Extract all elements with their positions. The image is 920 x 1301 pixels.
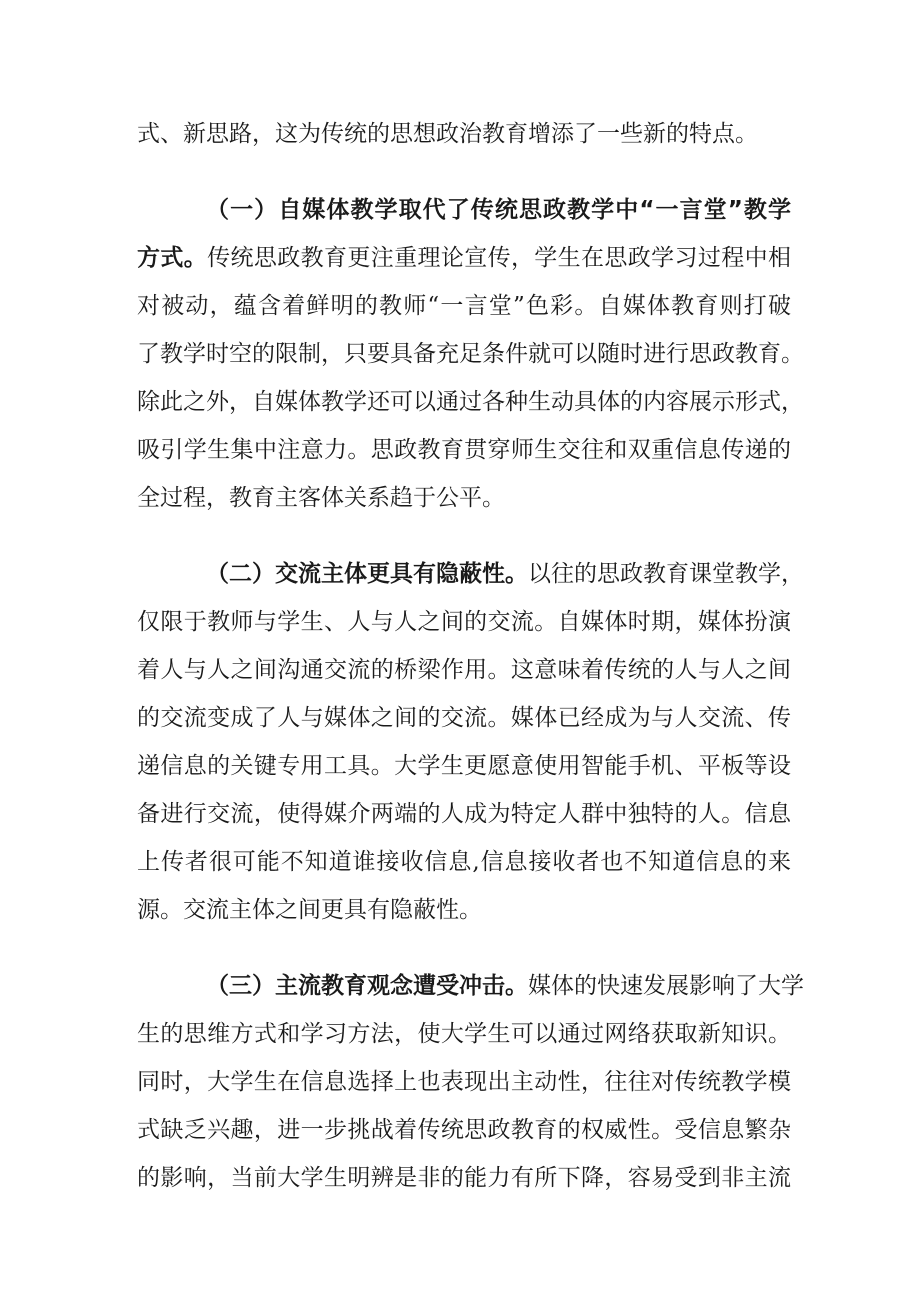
text-line: [137, 838, 791, 886]
line-text: 以往的思政教育课堂教学，: [528, 561, 804, 587]
text-line: [137, 378, 804, 426]
text-line: [137, 742, 791, 790]
line-text: 备进行交流，使得媒介两端的人成为特定人群中独特的人。信息: [137, 801, 791, 827]
line-text: 仅限于教师与学生、人与人之间的交流。自媒体时期，媒体扮演: [137, 609, 791, 635]
line-text: 上传者很可能不知道谁接收信息,信息接收者也不知道信息的来: [137, 849, 791, 875]
line-text: 除此之外，自媒体教学还可以通过各种生动具体的内容展示形式，: [137, 389, 804, 415]
section-heading-tail: 方式。: [137, 245, 208, 271]
paragraph-section-2: [137, 550, 804, 934]
line-text: 同时，大学生在信息选择上也表现出主动性，往往对传统教学模: [137, 1069, 791, 1095]
text-line: [137, 1154, 791, 1202]
section-heading: （三）主流教育观念遭受冲击。: [206, 973, 528, 999]
text-line: [137, 886, 791, 934]
paragraph-section-1: [137, 186, 804, 522]
text-line: [137, 426, 791, 474]
text-line: [137, 474, 791, 522]
body-text: [137, 110, 804, 1202]
line-text: 生的思维方式和学习方法，使大学生可以通过网络获取新知识。: [137, 1021, 791, 1047]
line-text: 吸引学生集中注意力。思政教育贯穿师生交往和双重信息传递的: [137, 437, 791, 463]
line-text: 对被动，蕴含着鲜明的教师“一言堂”色彩。自媒体教育则打破: [137, 293, 791, 319]
text-line: [137, 598, 791, 646]
text-line: [137, 1010, 791, 1058]
text-line: [137, 1058, 791, 1106]
line-text: 源。交流主体之间更具有隐蔽性。: [137, 897, 482, 923]
section-heading-line: [137, 962, 804, 1010]
line-text: 着人与人之间沟通交流的桥梁作用。这意味着传统的人与人之间: [137, 657, 791, 683]
line-text: 媒体的快速发展影响了大学: [528, 973, 804, 999]
text-line: [137, 330, 804, 378]
section-heading-line: [137, 550, 804, 598]
line-text: 全过程，教育主客体关系趋于公平。: [137, 485, 505, 511]
line-text: 式缺乏兴趣，进一步挑战着传统思政教育的权威性。受信息繁杂: [137, 1117, 791, 1143]
text-line: [137, 790, 791, 838]
paragraph-section-3: [137, 962, 804, 1202]
text-line: [137, 110, 791, 158]
text-line: [137, 694, 791, 742]
line-text: 的交流变成了人与媒体之间的交流。媒体已经成为与人交流、传: [137, 705, 791, 731]
line-text: 的影响，当前大学生明辨是非的能力有所下降，容易受到非主流: [137, 1165, 791, 1191]
section-heading-line: [137, 186, 791, 234]
line-text: 递信息的关键专用工具。大学生更愿意使用智能手机、平板等设: [137, 753, 791, 779]
line-text: 式、新思路，这为传统的思想政治教育增添了一些新的特点。: [137, 121, 758, 147]
text-line: [137, 646, 791, 694]
line-text: 传统思政教育更注重理论宣传，学生在思政学习过程中相: [207, 245, 792, 271]
section-heading: （二）交流主体更具有隐蔽性。: [206, 561, 528, 587]
section-heading: （一）自媒体教学取代了传统思政教学中“一言堂”教学: [206, 197, 791, 223]
text-line: [137, 282, 791, 330]
text-line: [137, 1106, 791, 1154]
line-text: 了教学时空的限制，只要具备充足条件就可以随时进行思政教育。: [137, 341, 804, 367]
text-line: [137, 234, 791, 282]
paragraph-continuation: [137, 110, 791, 158]
